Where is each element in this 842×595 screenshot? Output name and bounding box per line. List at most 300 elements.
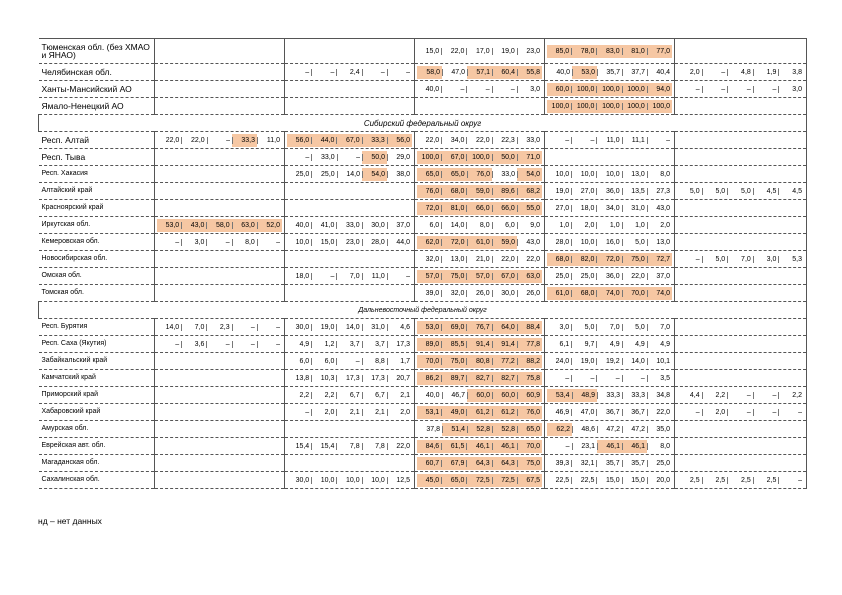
value-cell: 4,9 [647, 341, 672, 348]
value-group-2 [285, 132, 415, 149]
value-run [417, 372, 542, 385]
value-cell: 76,0 [425, 187, 440, 195]
value-group-5 [675, 98, 807, 115]
value-group-2 [285, 251, 415, 268]
federal-district-title: Сибирский федеральный округ [39, 115, 807, 132]
value-cell: – [206, 341, 231, 348]
region-name: Камчатский край [39, 370, 155, 387]
value-group-3 [415, 404, 545, 421]
value-cell: 100,0 [596, 86, 621, 93]
value-cell: 53,0 [165, 221, 180, 229]
value-group-2 [285, 404, 415, 421]
value-run [387, 168, 412, 181]
region-name: Челябинская обл. [39, 64, 155, 81]
value-cell: 2,3 [206, 324, 231, 331]
value-cell: 14,0 [165, 323, 180, 331]
value-cell: 68,2 [517, 188, 542, 195]
statistics-table-page [38, 38, 806, 489]
value-cell: – [492, 86, 517, 93]
value-cell: – [206, 239, 231, 246]
value-cell: 76,7 [466, 324, 491, 331]
value-cell: 23,1 [572, 443, 598, 450]
value-cell: – [387, 69, 412, 76]
region-name: Респ. Тыва [39, 149, 155, 166]
value-cell: 82,0 [571, 256, 596, 263]
value-cell: – [336, 358, 361, 365]
federal-district-header [39, 302, 807, 319]
value-cell: 61,2 [492, 409, 517, 416]
value-run [547, 270, 672, 283]
value-cell: 2,5 [727, 477, 753, 484]
value-run [287, 66, 412, 79]
value-group-1 [155, 438, 285, 455]
value-cell: 5,3 [778, 256, 804, 263]
value-run [287, 151, 362, 164]
value-cell: 100,0 [647, 103, 672, 110]
value-run [547, 338, 672, 351]
value-cell: 47,0 [571, 409, 596, 416]
table-row [39, 353, 807, 370]
value-group-5 [675, 149, 807, 166]
value-cell: 85,5 [441, 341, 466, 348]
value-group-4 [545, 81, 675, 98]
value-cell: 13,5 [622, 188, 647, 195]
value-group-2 [285, 149, 415, 166]
value-cell: 6,0 [492, 222, 517, 229]
value-cell: 100,0 [622, 86, 647, 93]
value-run [417, 406, 542, 419]
value-cell: 4,9 [622, 341, 647, 348]
value-group-4 [545, 251, 675, 268]
value-cell: 75,0 [517, 460, 542, 467]
value-cell: – [311, 69, 336, 76]
value-cell: 2,0 [311, 409, 336, 416]
value-run [677, 253, 804, 266]
region-name: Тюменская обл. (без ХМАО и ЯНАО) [39, 39, 155, 64]
value-run [442, 66, 467, 79]
value-cell: 43,0 [647, 205, 672, 212]
value-group-4 [545, 183, 675, 200]
value-cell: – [727, 86, 753, 93]
value-cell: 1,9 [753, 69, 779, 76]
value-cell: 64,0 [492, 324, 517, 331]
value-group-3 [415, 166, 545, 183]
value-cell: 60,7 [425, 459, 440, 467]
value-cell: 50,0 [362, 154, 387, 161]
value-cell: 71,0 [517, 154, 542, 161]
value-cell: – [571, 137, 596, 144]
value-cell: 100,0 [571, 103, 596, 110]
value-cell: 63,0 [232, 222, 257, 229]
value-cell: – [753, 392, 779, 399]
table-row [39, 183, 807, 200]
value-cell: 22,3 [492, 137, 517, 144]
value-cell: 1,0 [596, 222, 621, 229]
value-group-1 [155, 149, 285, 166]
value-group-3 [415, 285, 545, 302]
value-group-4 [545, 421, 675, 438]
region-statistics-table [38, 38, 807, 489]
value-group-4 [545, 132, 675, 149]
federal-district-title: Дальневосточный федеральный округ [39, 302, 807, 319]
value-group-3 [415, 183, 545, 200]
value-cell: 72,5 [492, 477, 517, 484]
value-cell: 10,0 [295, 238, 310, 246]
value-cell: 100,0 [622, 103, 647, 110]
value-cell: 30,0 [295, 323, 310, 331]
value-cell: 83,0 [596, 48, 621, 55]
table-row [39, 98, 807, 115]
value-cell: 32,0 [441, 290, 466, 297]
value-cell: 48,9 [572, 392, 598, 399]
value-group-3 [415, 234, 545, 251]
region-name: Респ. Саха (Якутия) [39, 336, 155, 353]
value-group-5 [675, 472, 807, 489]
value-group-1 [155, 387, 285, 404]
value-group-2 [285, 200, 415, 217]
value-cell: 58,0 [426, 68, 440, 76]
value-cell: 2,2 [299, 391, 310, 399]
value-group-1 [155, 455, 285, 472]
value-cell: 2,5 [689, 476, 700, 484]
value-cell: 40,0 [295, 221, 310, 229]
value-cell: 22,0 [425, 136, 440, 144]
value-group-2 [285, 421, 415, 438]
value-run [547, 219, 672, 232]
value-cell: 37,8 [426, 425, 440, 433]
value-group-2 [285, 472, 415, 489]
value-run [417, 168, 492, 181]
value-cell: 47,2 [622, 426, 647, 433]
value-cell: 19,2 [596, 358, 621, 365]
value-cell: 11,0 [257, 137, 282, 144]
value-cell: 17,3 [362, 375, 387, 382]
value-group-1 [155, 98, 285, 115]
value-run [417, 83, 542, 96]
value-cell: 77,2 [492, 358, 517, 365]
table-row [39, 39, 807, 64]
value-group-3 [415, 217, 545, 234]
value-cell: 7,8 [336, 443, 361, 450]
value-cell: 15,4 [295, 442, 310, 450]
value-run [547, 389, 597, 402]
region-name: Забайкальский край [39, 353, 155, 370]
value-cell: – [695, 85, 700, 93]
value-cell: 37,0 [647, 273, 672, 280]
value-cell: 91,4 [466, 341, 491, 348]
value-run [417, 440, 542, 453]
value-cell: 11,0 [362, 273, 387, 280]
value-cell: 48,6 [572, 426, 597, 433]
value-cell: 75,8 [517, 375, 542, 382]
value-group-1 [155, 268, 285, 285]
value-cell: 14,0 [336, 324, 361, 331]
value-cell: 6,7 [362, 392, 387, 399]
value-cell: 10,0 [336, 477, 361, 484]
value-cell: 60,9 [517, 392, 542, 399]
value-cell: 6,0 [311, 358, 336, 365]
value-cell: 46,1 [492, 443, 517, 450]
value-cell: 88,4 [517, 324, 542, 331]
value-group-5 [675, 421, 807, 438]
value-group-1 [155, 64, 285, 81]
value-cell: 32,0 [425, 255, 440, 263]
value-run [547, 202, 672, 215]
value-cell: 43,0 [181, 222, 206, 229]
value-cell: 62,2 [556, 425, 570, 433]
value-cell: – [753, 86, 779, 93]
value-cell: 2,0 [689, 68, 700, 76]
value-cell: 72,0 [441, 239, 466, 246]
region-name: Томская обл. [39, 285, 155, 302]
value-run [287, 321, 412, 334]
value-cell: 75,0 [441, 273, 466, 280]
region-name: Респ. Алтай [39, 132, 155, 149]
value-cell: – [387, 273, 412, 280]
value-group-2 [285, 319, 415, 336]
value-cell: 10,0 [555, 170, 570, 178]
value-group-3 [415, 251, 545, 268]
value-run [287, 440, 412, 453]
value-cell: 46,1 [466, 443, 491, 450]
value-cell: 37,0 [387, 222, 412, 229]
value-cell: 19,0 [555, 187, 570, 195]
value-cell: 33,0 [336, 222, 361, 229]
value-group-2 [285, 285, 415, 302]
value-group-2 [285, 370, 415, 387]
value-cell: 77,0 [647, 48, 672, 55]
value-cell: – [565, 374, 570, 382]
value-cell: 4,4 [689, 391, 700, 399]
value-group-5 [675, 234, 807, 251]
value-group-4 [545, 234, 675, 251]
value-group-3 [415, 421, 545, 438]
value-group-5 [675, 455, 807, 472]
value-cell: 25,0 [555, 272, 570, 280]
value-run [517, 236, 542, 249]
value-cell: 56,0 [295, 136, 310, 144]
value-cell: 46,1 [622, 443, 647, 450]
value-group-3 [415, 200, 545, 217]
value-cell: 22,0 [647, 409, 672, 416]
region-name: Магаданская обл. [39, 455, 155, 472]
value-group-3 [415, 98, 545, 115]
value-cell: 30,0 [492, 290, 517, 297]
value-cell: 3,0 [517, 86, 542, 93]
value-cell: – [466, 86, 491, 93]
value-cell: 2,4 [336, 69, 361, 76]
value-cell: 78,0 [571, 48, 596, 55]
value-cell: 2,0 [571, 222, 596, 229]
value-cell: 11,1 [622, 137, 647, 144]
value-cell: 33,3 [622, 392, 647, 399]
value-cell: 22,0 [517, 256, 542, 263]
value-cell: – [702, 86, 728, 93]
value-cell: 36,0 [596, 273, 621, 280]
value-cell: 6,7 [336, 392, 361, 399]
table-row [39, 132, 807, 149]
value-run [572, 66, 597, 79]
value-run [547, 406, 672, 419]
value-cell: 5,0 [702, 188, 728, 195]
value-cell: 40,0 [425, 85, 440, 93]
value-cell: – [207, 137, 232, 144]
value-cell: 53,0 [572, 69, 597, 76]
value-cell: 8,0 [232, 239, 257, 246]
value-run [157, 321, 282, 334]
value-cell: 57,0 [425, 272, 440, 280]
table-row [39, 336, 807, 353]
value-run [467, 389, 542, 402]
value-cell: 2,5 [702, 477, 728, 484]
value-cell: 35,7 [596, 460, 621, 467]
value-cell: 7,0 [336, 273, 361, 280]
value-group-4 [545, 438, 675, 455]
value-group-5 [675, 251, 807, 268]
value-cell: 41,0 [311, 222, 336, 229]
value-group-4 [545, 353, 675, 370]
region-name: Ханты-Мансийский АО [39, 81, 155, 98]
value-cell: 65,0 [517, 426, 542, 433]
value-cell: 66,0 [466, 205, 491, 212]
value-cell: 5,0 [689, 187, 700, 195]
value-cell: 33,3 [362, 137, 387, 144]
table-row [39, 438, 807, 455]
value-cell: 66,0 [492, 205, 517, 212]
value-cell: 52,8 [467, 426, 492, 433]
value-cell: 59,0 [492, 239, 517, 246]
value-group-2 [285, 81, 415, 98]
value-group-5 [675, 183, 807, 200]
table-row [39, 387, 807, 404]
value-group-3 [415, 455, 545, 472]
table-row [39, 217, 807, 234]
value-run [417, 253, 542, 266]
value-run [157, 338, 282, 351]
value-cell: – [571, 375, 596, 382]
value-run [417, 134, 542, 147]
value-cell: – [441, 86, 466, 93]
value-group-2 [285, 336, 415, 353]
value-cell: 25,0 [647, 460, 672, 467]
value-cell: 65,0 [425, 170, 440, 178]
value-run [287, 372, 412, 385]
value-cell: 2,2 [778, 392, 804, 399]
value-run [417, 45, 542, 58]
value-group-5 [675, 370, 807, 387]
value-run [547, 440, 597, 453]
value-cell: 54,0 [362, 171, 387, 178]
value-run [232, 134, 257, 147]
value-group-2 [285, 234, 415, 251]
value-cell: 19,0 [311, 324, 336, 331]
value-cell: 68,0 [441, 188, 466, 195]
value-cell: 57,1 [467, 69, 492, 76]
value-group-3 [415, 472, 545, 489]
value-cell: 76,0 [517, 409, 542, 416]
table-row [39, 404, 807, 421]
value-cell: 61,0 [467, 239, 492, 246]
value-cell: 74,0 [647, 290, 672, 297]
value-group-4 [545, 319, 675, 336]
value-cell: 44,0 [311, 137, 336, 144]
region-name: Омская обл. [39, 268, 155, 285]
value-cell: 14,0 [337, 171, 362, 178]
value-cell: 89,7 [441, 375, 466, 382]
value-run [362, 151, 387, 164]
value-run [547, 83, 672, 96]
value-cell: 75,0 [441, 358, 466, 365]
region-name: Амурская обл. [39, 421, 155, 438]
value-run [417, 355, 542, 368]
value-cell: 3,6 [181, 341, 206, 348]
region-name: Респ. Хакасия [39, 166, 155, 183]
value-group-2 [285, 268, 415, 285]
region-name: Приморский край [39, 387, 155, 404]
value-run [417, 270, 542, 283]
table-row [39, 421, 807, 438]
value-group-5 [675, 285, 807, 302]
value-cell: 10,3 [311, 375, 336, 382]
value-cell: 75,0 [622, 256, 647, 263]
value-cell: 55,0 [517, 205, 542, 212]
value-group-5 [675, 217, 807, 234]
value-cell: – [695, 408, 700, 416]
value-cell: 36,7 [622, 409, 647, 416]
value-group-1 [155, 217, 285, 234]
value-cell: – [695, 255, 700, 263]
value-group-2 [285, 353, 415, 370]
value-run [287, 338, 412, 351]
value-cell: 70,0 [517, 443, 542, 450]
value-cell: 27,0 [555, 204, 570, 212]
value-group-3 [415, 387, 545, 404]
value-group-4 [545, 404, 675, 421]
value-cell: 17,3 [336, 375, 361, 382]
value-group-1 [155, 251, 285, 268]
value-run [417, 236, 517, 249]
value-cell: 2,0 [387, 409, 412, 416]
value-run [547, 100, 672, 113]
value-group-5 [675, 64, 807, 81]
value-cell: 31,0 [362, 324, 387, 331]
value-cell: 8,0 [466, 222, 491, 229]
value-cell: 18,0 [571, 205, 596, 212]
value-group-3 [415, 370, 545, 387]
value-cell: 52,0 [257, 222, 282, 229]
value-cell: – [257, 341, 282, 348]
value-cell: 60,0 [555, 85, 570, 93]
value-cell: 4,6 [387, 324, 412, 331]
value-cell: 86,2 [425, 374, 440, 382]
value-cell: 3,7 [336, 341, 361, 348]
value-run [417, 321, 542, 334]
value-group-2 [285, 387, 415, 404]
value-run [647, 440, 672, 453]
value-cell: – [175, 340, 180, 348]
value-group-1 [155, 183, 285, 200]
value-cell: 22,0 [622, 273, 647, 280]
federal-district-header [39, 115, 807, 132]
value-cell: 26,0 [466, 290, 491, 297]
value-cell: 10,1 [647, 358, 672, 365]
value-cell: 22,0 [466, 137, 491, 144]
value-cell: 68,0 [555, 255, 570, 263]
value-group-4 [545, 166, 675, 183]
value-group-4 [545, 455, 675, 472]
value-cell: 28,0 [362, 239, 387, 246]
value-cell: 14,0 [622, 358, 647, 365]
